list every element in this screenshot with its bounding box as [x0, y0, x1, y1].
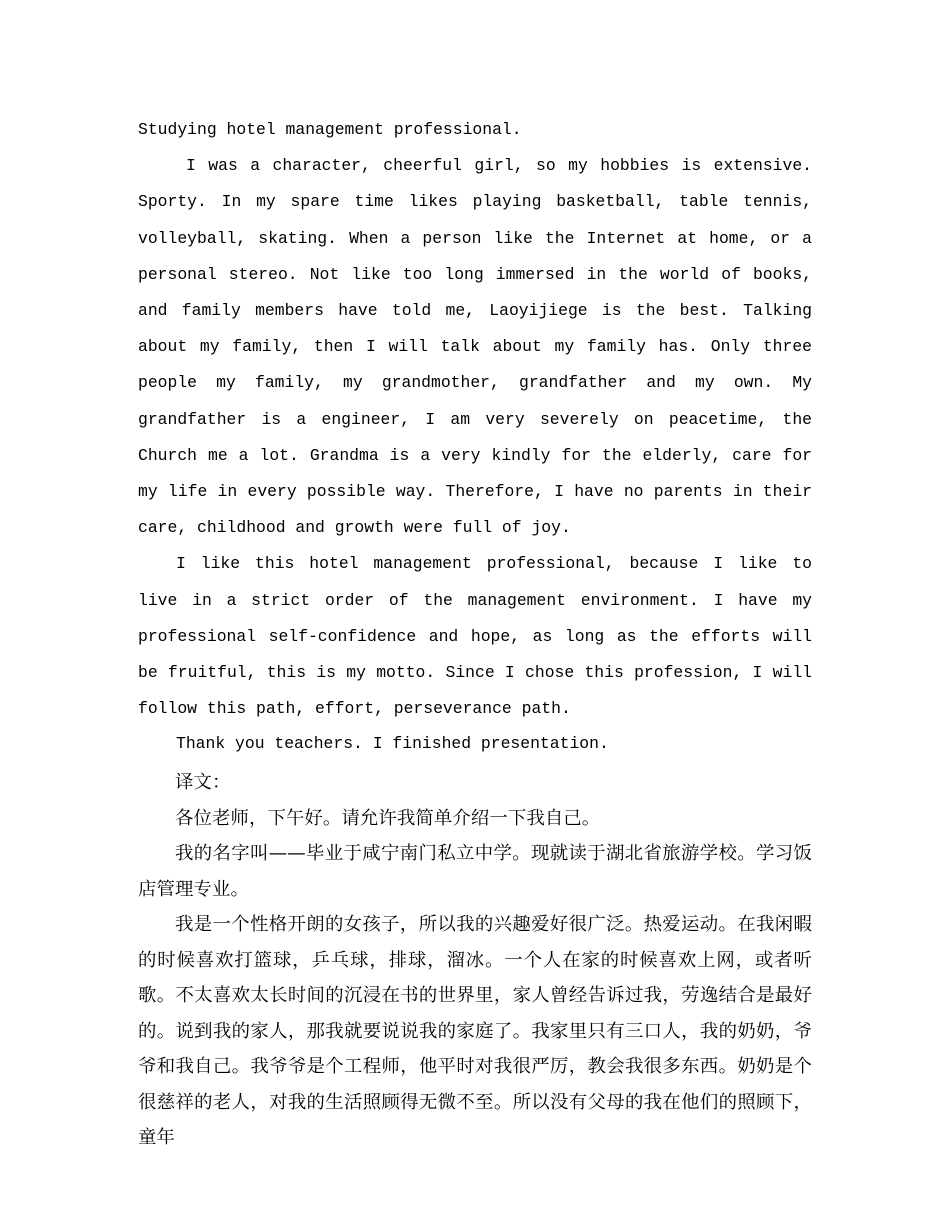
paragraph-zh-greeting: 各位老师，下午好。请允许我简单介绍一下我自己。	[175, 807, 601, 829]
paragraph-studying: Studying hotel management professional.	[138, 120, 522, 139]
paragraph-hobbies: I was a character, cheerful girl, so my hobbies is extensive. Sporty. In my spare time likes playing basketball, table tennis, volleyball, skating. When a person like the Internet at home, or a personal stereo. Not like too long immersed in the world of books, and family members have told me, Laoyijiege is the best. Talking about my family, then I will talk about my family has. Only three people my family, my grandmother, grandfather and my own. My grandfather is a engineer, I am very severely on peacetime, the Church me a lot. Grandma is a very kindly for the elderly, care for my life in every possible way. Therefore, I have no parents in their care, childhood and growth were full of joy.	[138, 156, 812, 538]
document-page	[138, 112, 812, 1156]
paragraph-profession: I like this hotel management professional, because I like to live in a strict order of the management environment. I have my professional self-confidence and hope, as long as the efforts will be fruitful, this is my motto. Since I chose this profession, I will follow this path, effort, perseverance path.	[138, 554, 812, 719]
paragraph-zh-name: 我的名字叫——毕业于咸宁南门私立中学。现就读于湖北省旅游学校。学习饭店管理专业。	[138, 843, 812, 900]
translation-label: 译文：	[175, 772, 231, 794]
paragraph-zh-hobbies: 我是一个性格开朗的女孩子，所以我的兴趣爱好很广泛。热爱运动。在我闲暇的时候喜欢打篮球，乒乓球，排球，溜冰。一个人在家的时候喜欢上网，或者听歌。不太喜欢太长时间的沉浸在书的世界里，家人曾经告诉过我，劳逸结合是最好的。说到我的家人，那我就要说说我的家庭了。我家里只有三口人，我的奶奶，爷爷和我自己。我爷爷是个工程师，他平时对我很严厉，教会我很多东西。奶奶是个很慈祥的老人，对我的生活照顾得无微不至。所以没有父母的我在他们的照顾下，童年	[138, 914, 812, 1149]
paragraph-thanks: Thank you teachers. I finished presentation.	[176, 734, 609, 754]
